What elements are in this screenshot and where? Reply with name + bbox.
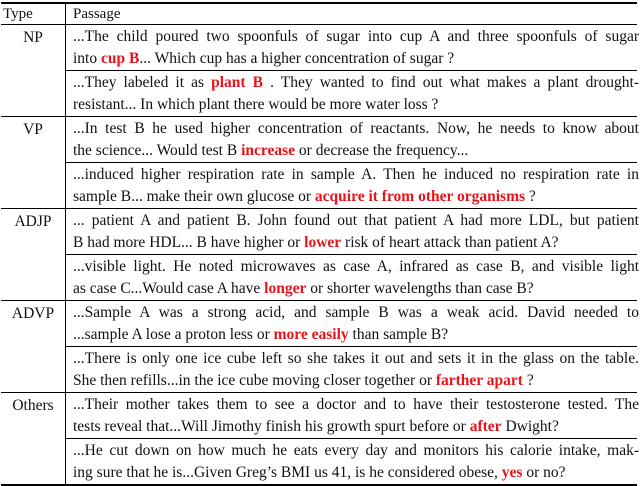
passage-cell [73, 256, 639, 300]
group-rule [1, 208, 637, 209]
passage-text: ...sample A lose a proton less or [73, 326, 274, 343]
passage-text: or no? [522, 464, 566, 481]
passage-line [73, 94, 639, 116]
passage-line [73, 48, 639, 70]
passage-text: She then refills...in the ice cube moving closer together or [73, 372, 436, 389]
passage-text: sample B... make their own glucose or [73, 188, 315, 205]
passage-line [73, 394, 639, 416]
passage-line [73, 164, 639, 186]
passage-line [73, 348, 639, 370]
passage-text: ...The child poured two spoonfuls of sugar into cup A and three spoonfuls of sugar [73, 28, 639, 45]
passage-line [73, 210, 639, 232]
passage-text: ...induced higher respiration rate in sample A. Then he induced no respiration rate in [73, 166, 639, 183]
passage-text: ...visible light. He noted microwaves as case A, infrared as case B, and visible light [73, 258, 639, 275]
highlighted-answer: lower [304, 234, 342, 251]
passage-line [73, 370, 639, 392]
passage-text: risk of heart attack than patient A? [341, 234, 559, 251]
row-type-advp: ADVP [11, 305, 55, 322]
group-rule [1, 116, 637, 117]
highlighted-answer: increase [241, 142, 296, 159]
passage-divider [65, 162, 637, 163]
passage-text: than sample B? [348, 326, 449, 343]
passage-line [73, 26, 639, 48]
passage-cell [73, 118, 639, 162]
passage-text: resistant... In which plant there would be more water loss ? [73, 96, 439, 113]
highlighted-answer: acquire it from other organisms [314, 188, 526, 205]
passage-text: tests reveal that...Will Jimothy finish his growth spurt before or [73, 418, 470, 435]
passage-divider [65, 70, 637, 71]
passage-text: ... Which cup has a higher concentration of sugar ? [139, 50, 455, 67]
row-type-others: Others [12, 397, 54, 414]
passage-line [73, 186, 639, 208]
passage-text: . They wanted to find out what makes a plant drought- [263, 74, 639, 91]
passage-text: ...Sample A was a strong acid, and sample B was a weak acid. David needed to [73, 304, 639, 321]
passage-text: ...There is only one ice cube left so she takes it out and sets it in the glass on the table. [73, 350, 639, 367]
passage-cell [73, 394, 639, 438]
row-type-np: NP [23, 29, 43, 46]
highlighted-answer: longer [264, 280, 307, 297]
row-type-adjp: ADJP [14, 213, 52, 230]
passage-text: B had more HDL... B have higher or [73, 234, 305, 251]
passage-text: ing sure that he is...Given Greg’s BMI us 41, is he considered obese, [73, 464, 502, 481]
passage-cell [73, 440, 639, 484]
header-type: Type [3, 6, 33, 22]
passage-text: the science... Would test B [73, 142, 242, 159]
row-type-vp: VP [23, 121, 43, 138]
passage-cell [73, 72, 639, 116]
passage-line [73, 440, 639, 462]
column-divider [65, 2, 66, 485]
group-rule [1, 392, 637, 393]
passage-text: or decrease the frequency... [295, 142, 469, 159]
passage-text: ? [525, 188, 536, 205]
passage-line [73, 256, 639, 278]
highlighted-answer: after [469, 418, 502, 435]
passage-cell [73, 302, 639, 346]
passage-text: or shorter wavelengths than case B? [306, 280, 534, 297]
passage-divider [65, 254, 637, 255]
passage-line [73, 324, 639, 346]
bottom-rule [1, 484, 637, 486]
passage-line [73, 232, 639, 254]
highlighted-answer: plant B [211, 74, 263, 91]
passage-cell [73, 348, 639, 392]
highlighted-answer: yes [501, 464, 523, 481]
passage-line [73, 302, 639, 324]
passage-line [73, 118, 639, 140]
highlighted-answer: farther apart [435, 372, 523, 389]
header-rule [1, 24, 637, 25]
passage-text: ...He cut down on how much he eats every day and monitors his calorie intake, mak- [73, 442, 639, 459]
passage-line [73, 140, 639, 162]
passage-divider [65, 438, 637, 439]
passage-cell [73, 164, 639, 208]
highlighted-answer: more easily [273, 326, 349, 343]
passage-text: as case C...Would case A have [73, 280, 265, 297]
highlighted-answer: cup B [101, 50, 140, 67]
passage-text: ...Their mother takes them to see a doctor and to have their testosterone tested. The [73, 396, 639, 413]
passage-divider [65, 346, 637, 347]
passage-text: ...They labeled it as [73, 74, 212, 91]
group-rule [1, 300, 637, 301]
passage-text: ...In test B he used higher concentration of reactants. Now, he needs to know about [73, 120, 639, 137]
passage-cell [73, 26, 639, 70]
passage-text: into [73, 50, 101, 67]
top-rule [1, 2, 637, 4]
passage-text: Dwight? [501, 418, 559, 435]
passage-line [73, 278, 639, 300]
passage-line [73, 462, 639, 484]
passage-text: ... patient A and patient B. John found out that patient A had more LDL, but patient [73, 212, 639, 229]
passage-text: ? [522, 372, 534, 389]
header-passage: Passage [73, 6, 121, 22]
passage-cell [73, 210, 639, 254]
passage-line [73, 72, 639, 94]
passage-line [73, 416, 639, 438]
